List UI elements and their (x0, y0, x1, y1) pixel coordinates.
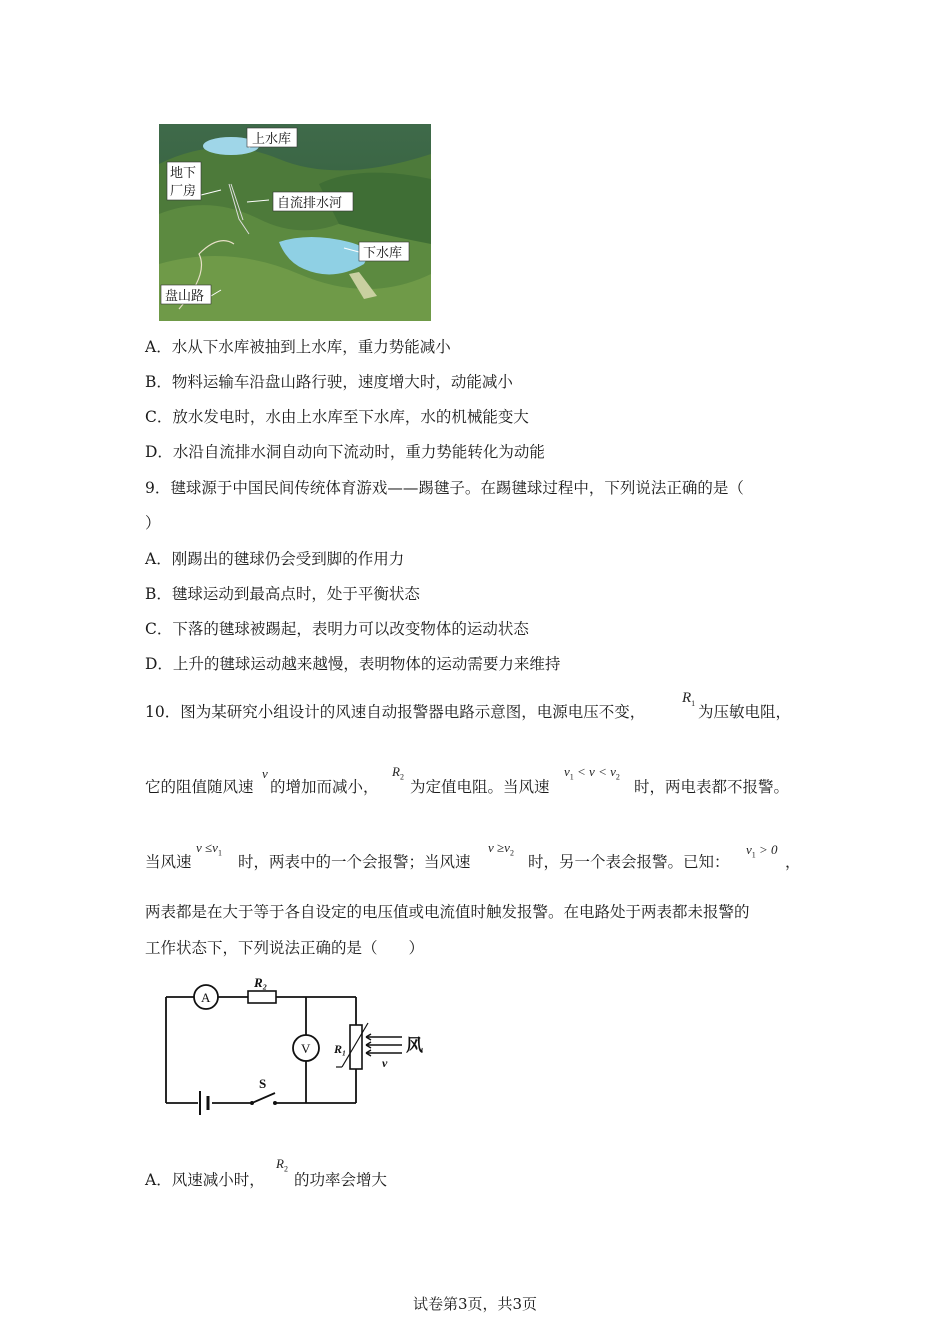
q10-math-positive: $v_1 > 0$ (746, 842, 778, 860)
q10-option-a-math: $R_2$ (276, 1156, 288, 1174)
q9-option-c: C．下落的毽球被踢起，表明力可以改变物体的运动状态 (145, 620, 529, 638)
q10-line1b: 为压敏电阻， (698, 703, 792, 721)
q10-math-r1: $R_1$ (682, 690, 696, 708)
q8-option-b: B．物料运输车沿盘山路行驶，速度增大时，动能减小 (145, 373, 513, 391)
page-footer: 试卷第3页，共3页 (412, 1295, 538, 1313)
sensor-r1-label: R₁ (334, 1042, 347, 1056)
label-drainage: 自流排水河 (277, 196, 343, 211)
q10-math-ge: $v \ge v_2$ (488, 840, 514, 858)
q8-option-a: A．水从下水库被抽到上水库，重力势能减小 (145, 338, 451, 356)
q10-option-a-post: 的功率会增大 (294, 1171, 388, 1189)
q9-option-d: D．上升的毽球运动越来越慢，表明物体的运动需要力来维持 (145, 655, 561, 673)
reservoir-landscape-figure (159, 124, 431, 321)
circuit-diagram (160, 975, 440, 1125)
voltmeter-label: V (301, 1041, 311, 1056)
q10-math-le: $v \le v_1$ (196, 840, 222, 858)
q9-option-a: A．刚踢出的毽球仍会受到脚的作用力 (145, 550, 405, 568)
q10-line3d: ， (785, 853, 801, 871)
q9-option-b: B．毽球运动到最高点时，处于平衡状态 (145, 585, 420, 603)
q10-line2a: 它的阻值随风速 (145, 778, 254, 796)
q10-line3a: 当风速 (145, 853, 192, 871)
label-underground-1: 地下 (170, 166, 197, 181)
q8-option-c: C．放水发电时，水由上水库至下水库，水的机械能变大 (145, 408, 529, 426)
label-lower-reservoir: 下水库 (363, 246, 403, 261)
speed-label: v (382, 1056, 388, 1070)
label-underground-2: 厂房 (170, 184, 197, 199)
q10-line2c: 为定值电阻。当风速 (410, 778, 550, 796)
resistor-r2-label: R₂ (254, 975, 268, 990)
q10-line5: 工作状态下，下列说法正确的是（ ） (145, 939, 425, 957)
q10-line4: 两表都是在大于等于各自设定的电压值或电流值时触发报警。在电路处于两表都未报警的 (145, 903, 750, 921)
q10-line2d: 时，两电表都不报警。 (634, 778, 790, 796)
q9-stem: 9．毽球源于中国民间传统体育游戏——踢毽子。在踢毽球过程中，下列说法正确的是（ (145, 479, 744, 497)
q10-option-a-pre: A．风速减小时， (145, 1171, 265, 1189)
q8-option-d: D．水沿自流排水洞自动向下流动时，重力势能转化为动能 (145, 443, 545, 461)
q10-math-range: $v_1 < v < v_2$ (564, 764, 620, 782)
label-mountain-road: 盘山路 (165, 289, 205, 304)
ammeter-label: A (201, 990, 211, 1005)
switch-label: S (259, 1076, 267, 1091)
wind-label: 风 (406, 1036, 423, 1056)
q10-line3b: 时，两表中的一个会报警；当风速 (238, 853, 471, 871)
q10-math-v: v (262, 766, 268, 781)
q10-line1a: 10．图为某研究小组设计的风速自动报警器电路示意图，电源电压不变， (145, 703, 646, 721)
q10-line2b: 的增加而减小， (270, 778, 379, 796)
label-upper-reservoir: 上水库 (252, 132, 292, 147)
q10-math-r2: $R_2$ (392, 764, 404, 782)
q9-stem-end: ） (145, 514, 161, 532)
q10-line3c: 时，另一个表会报警。已知： (528, 853, 730, 871)
